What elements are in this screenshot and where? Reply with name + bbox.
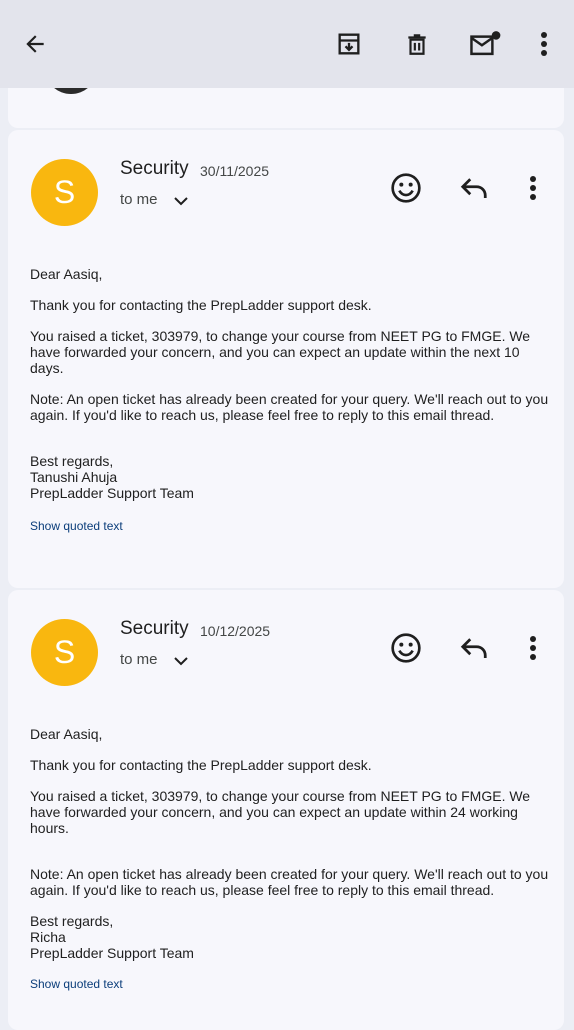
- reply-button[interactable]: [454, 168, 494, 208]
- message-date: 30/11/2025: [200, 163, 270, 179]
- signoff: Best regards,: [30, 913, 114, 929]
- avatar[interactable]: [31, 159, 98, 226]
- message-body: [30, 266, 550, 501]
- sender-name[interactable]: Security: [120, 618, 189, 639]
- mark-unread-button[interactable]: [463, 22, 507, 66]
- avatar: [46, 88, 96, 94]
- reply-button[interactable]: [454, 628, 494, 668]
- signer-team: PrepLadder Support Team: [30, 485, 194, 501]
- trash-icon: [404, 30, 430, 58]
- body-paragraph: Note: An open ticket has already been created for your query. We'll reach out to you again. If you'd like to reach us, please feel free to reply to this email thread.: [30, 866, 549, 898]
- show-quoted-text-link[interactable]: Show quoted text: [30, 977, 123, 991]
- body-paragraph: Thank you for contacting the PrepLadder support desk.: [30, 297, 372, 313]
- reply-icon: [459, 175, 489, 201]
- message-card: [8, 590, 564, 1030]
- back-button[interactable]: [13, 22, 57, 66]
- message-more-button[interactable]: [513, 628, 553, 668]
- recipient-label: to me: [120, 651, 158, 668]
- signer-name: Tanushi Ahuja: [30, 469, 118, 485]
- recipient-label: to me: [120, 191, 158, 208]
- avatar[interactable]: [31, 619, 98, 686]
- body-paragraph: You raised a ticket, 303979, to change your course from NEET PG to FMGE. We have forwarded your concern, and you can expect an update within 24 working hours.: [30, 788, 531, 836]
- arrow-left-icon: [22, 31, 48, 57]
- message-card: [8, 130, 564, 588]
- top-app-bar: [0, 0, 574, 88]
- show-quoted-text-link[interactable]: Show quoted text: [30, 519, 123, 533]
- smiley-icon: [390, 632, 422, 664]
- smiley-icon: [390, 172, 422, 204]
- more-vertical-icon: [529, 175, 537, 201]
- recipient-details-toggle[interactable]: [120, 651, 188, 668]
- body-paragraph: Thank you for contacting the PrepLadder support desk.: [30, 757, 372, 773]
- reply-icon: [459, 635, 489, 661]
- recipient-details-toggle[interactable]: [120, 191, 188, 208]
- avatar-letter: S: [53, 174, 76, 210]
- message-more-button[interactable]: [513, 168, 553, 208]
- react-button[interactable]: [386, 168, 426, 208]
- delete-button[interactable]: [395, 22, 439, 66]
- signer-team: PrepLadder Support Team: [30, 945, 194, 961]
- signoff: Best regards,: [30, 453, 114, 469]
- greeting: Dear Aasiq,: [30, 266, 103, 282]
- more-options-button[interactable]: [522, 22, 566, 66]
- mark-unread-icon: [469, 30, 501, 58]
- body-paragraph: Note: An open ticket has already been created for your query. We'll reach out to you again. If you'd like to reach us, please feel free to reply to this email thread.: [30, 391, 549, 423]
- more-vertical-icon: [529, 635, 537, 661]
- archive-button[interactable]: [327, 22, 371, 66]
- message-body: [30, 726, 550, 961]
- more-vertical-icon: [540, 31, 548, 57]
- chevron-down-icon: [174, 657, 188, 666]
- avatar-letter: S: [53, 634, 76, 670]
- chevron-down-icon: [174, 197, 188, 206]
- body-paragraph: You raised a ticket, 303979, to change your course from NEET PG to FMGE. We have forwarded your concern, and you can expect an update within the next 10 days.: [30, 328, 531, 376]
- signer-name: Richa: [30, 929, 66, 945]
- react-button[interactable]: [386, 628, 426, 668]
- archive-icon: [335, 30, 363, 58]
- sender-name[interactable]: Security: [120, 158, 189, 179]
- message-date: 10/12/2025: [200, 623, 271, 639]
- previous-message-card[interactable]: [8, 88, 564, 128]
- greeting: Dear Aasiq,: [30, 726, 103, 742]
